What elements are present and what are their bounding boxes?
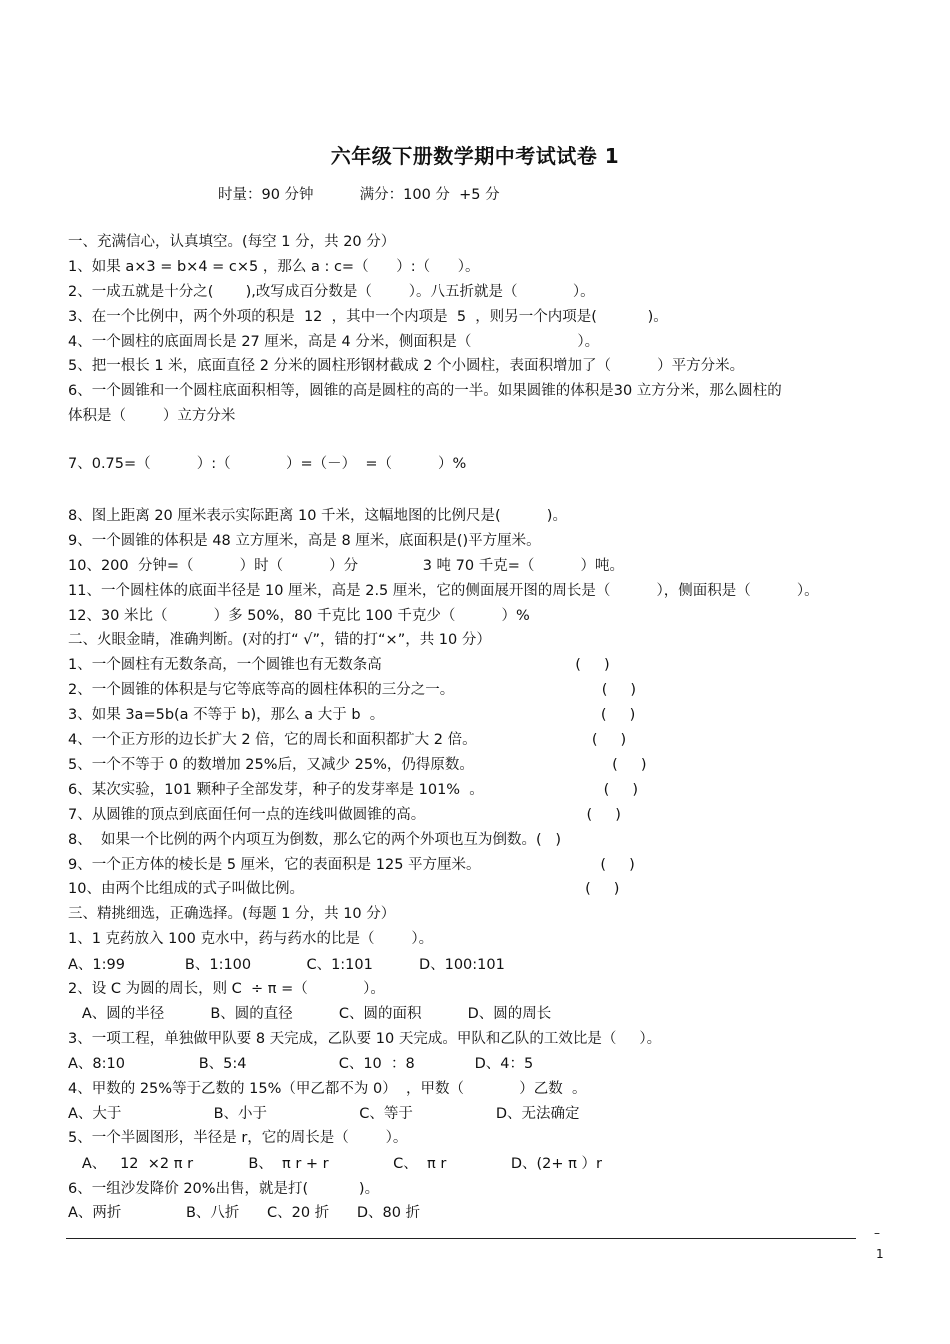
choice-question: 5、一个半圆图形，半径是 r，它的周长是（ ）。 (68, 1130, 408, 1146)
question-line: 2、一成五就是十分之( ),改写成百分数是（ ）。八五折就是（ ）。 (68, 284, 595, 300)
judgment-line: 1、一个圆柱有无数条高，一个圆锥也有无数条高 ( ) (68, 657, 610, 673)
question-line: 5、把一根长 1 米，底面直径 2 分米的圆柱形钢材截成 2 个小圆柱，表面积增加了（ ）平方分米。 (68, 358, 745, 374)
choice-options: A、圆的半径 B、圆的直径 C、圆的面积 D、圆的周长 (68, 1006, 552, 1022)
question-line: 12、30 米比（ ）多 50%，80 千克比 100 千克少（ ）% (68, 608, 530, 624)
page-dash: – (874, 1226, 880, 1240)
judgment-line: 7、从圆锥的顶点到底面任何一点的连线叫做圆锥的高。 ( ) (68, 807, 621, 823)
choice-question: 4、甲数的 25%等于乙数的 15%（甲乙都不为 0） ，甲数（ ）乙数 。 (68, 1081, 587, 1097)
choice-question: 1、1 克药放入 100 克水中，药与药水的比是（ ）。 (68, 931, 434, 947)
judgment-line: 10、由两个比组成的式子叫做比例。 ( ) (68, 881, 620, 897)
exam-subtitle: 时量：90 分钟 满分：100 分 +5 分 (218, 187, 500, 203)
question-line: 3、在一个比例中，两个外项的积是 12 ，其中一个内项是 5 ，则另一个内项是( )。 (68, 309, 668, 325)
choice-options: A、 12 ×2 π r B、 π r + r C、 π r D、(2+ π ）r (68, 1156, 602, 1172)
choice-options: A、两折 B、八折 C、20 折 D、80 折 (68, 1205, 421, 1221)
choice-options: A、8:10 B、5:4 C、10 ：8 D、4：5 (68, 1056, 534, 1072)
question-line: 9、一个圆锥的体积是 48 立方厘米，高是 8 厘米，底面积是()平方厘米。 (68, 533, 541, 549)
question-line: 11、一个圆柱体的底面半径是 10 厘米，高是 2.5 厘米，它的侧面展开图的周长是（ ），侧面积是（ ）。 (68, 583, 819, 599)
judgment-line: 5、一个不等于 0 的数增加 25%后，又减少 25%，仍得原数。 ( ) (68, 757, 647, 773)
section-2-heading: 二、火眼金睛，准确判断。(对的打“ √”，错的打“×”，共 10 分） (68, 632, 491, 648)
judgment-line: 4、一个正方形的边长扩大 2 倍，它的周长和面积都扩大 2 倍。 ( ) (68, 732, 627, 748)
question-line: 体积是（ ）立方分米 (68, 408, 236, 424)
question-line: 4、一个圆柱的底面周长是 27 厘米，高是 4 分米，侧面积是（ ）。 (68, 334, 600, 350)
page-number: 1 (876, 1247, 884, 1261)
question-line: 1、如果 a×3 = b×4 = c×5 ，那么 a : c=（ ）:（ ）。 (68, 259, 480, 275)
section-3-heading: 三、精挑细选，正确选择。(每题 1 分，共 10 分） (68, 906, 396, 922)
question-line: 7、0.75=（ ）:（ ）=（－） =（ ）% (68, 456, 467, 472)
choice-question: 2、设 C 为圆的周长，则 C ÷ π =（ ）。 (68, 981, 385, 997)
judgment-line: 6、某次实验，101 颗种子全部发芽，种子的发芽率是 101% 。 ( ) (68, 782, 638, 798)
judgment-line: 2、一个圆锥的体积是与它等底等高的圆柱体积的三分之一。 ( ) (68, 682, 637, 698)
choice-question: 3、一项工程，单独做甲队要 8 天完成，乙队要 10 天完成。甲队和乙队的工效比是（ ）。 (68, 1031, 662, 1047)
choice-options: A、大于 B、小于 C、等于 D、无法确定 (68, 1106, 580, 1122)
section-1-heading: 一、充满信心，认真填空。(每空 1 分，共 20 分） (68, 234, 396, 250)
question-line: 10、200 分钟=（ ）时（ ）分 3 吨 70 千克=（ ）吨。 (68, 558, 624, 574)
judgment-line: 8、 如果一个比例的两个内项互为倒数，那么它的两个外项也互为倒数。( ) (68, 832, 562, 848)
question-line: 6、一个圆锥和一个圆柱底面积相等，圆锥的高是圆柱的高的一半。如果圆锥的体积是30 立方分米，那么圆柱的 (68, 383, 782, 399)
exam-title: 六年级下册数学期中考试试卷 1 (330, 144, 620, 168)
judgment-line: 3、如果 3a=5b(a 不等于 b)，那么 a 大于 b 。 ( ) (68, 707, 636, 723)
choice-question: 6、一组沙发降价 20%出售，就是打( )。 (68, 1181, 380, 1197)
judgment-line: 9、一个正方体的棱长是 5 厘米，它的表面积是 125 平方厘米。 ( ) (68, 857, 635, 873)
footer-rule (66, 1238, 856, 1239)
question-line: 8、图上距离 20 厘米表示实际距离 10 千米，这幅地图的比例尺是( )。 (68, 508, 567, 524)
choice-options: A、1:99 B、1:100 C、1:101 D、100:101 (68, 957, 505, 973)
